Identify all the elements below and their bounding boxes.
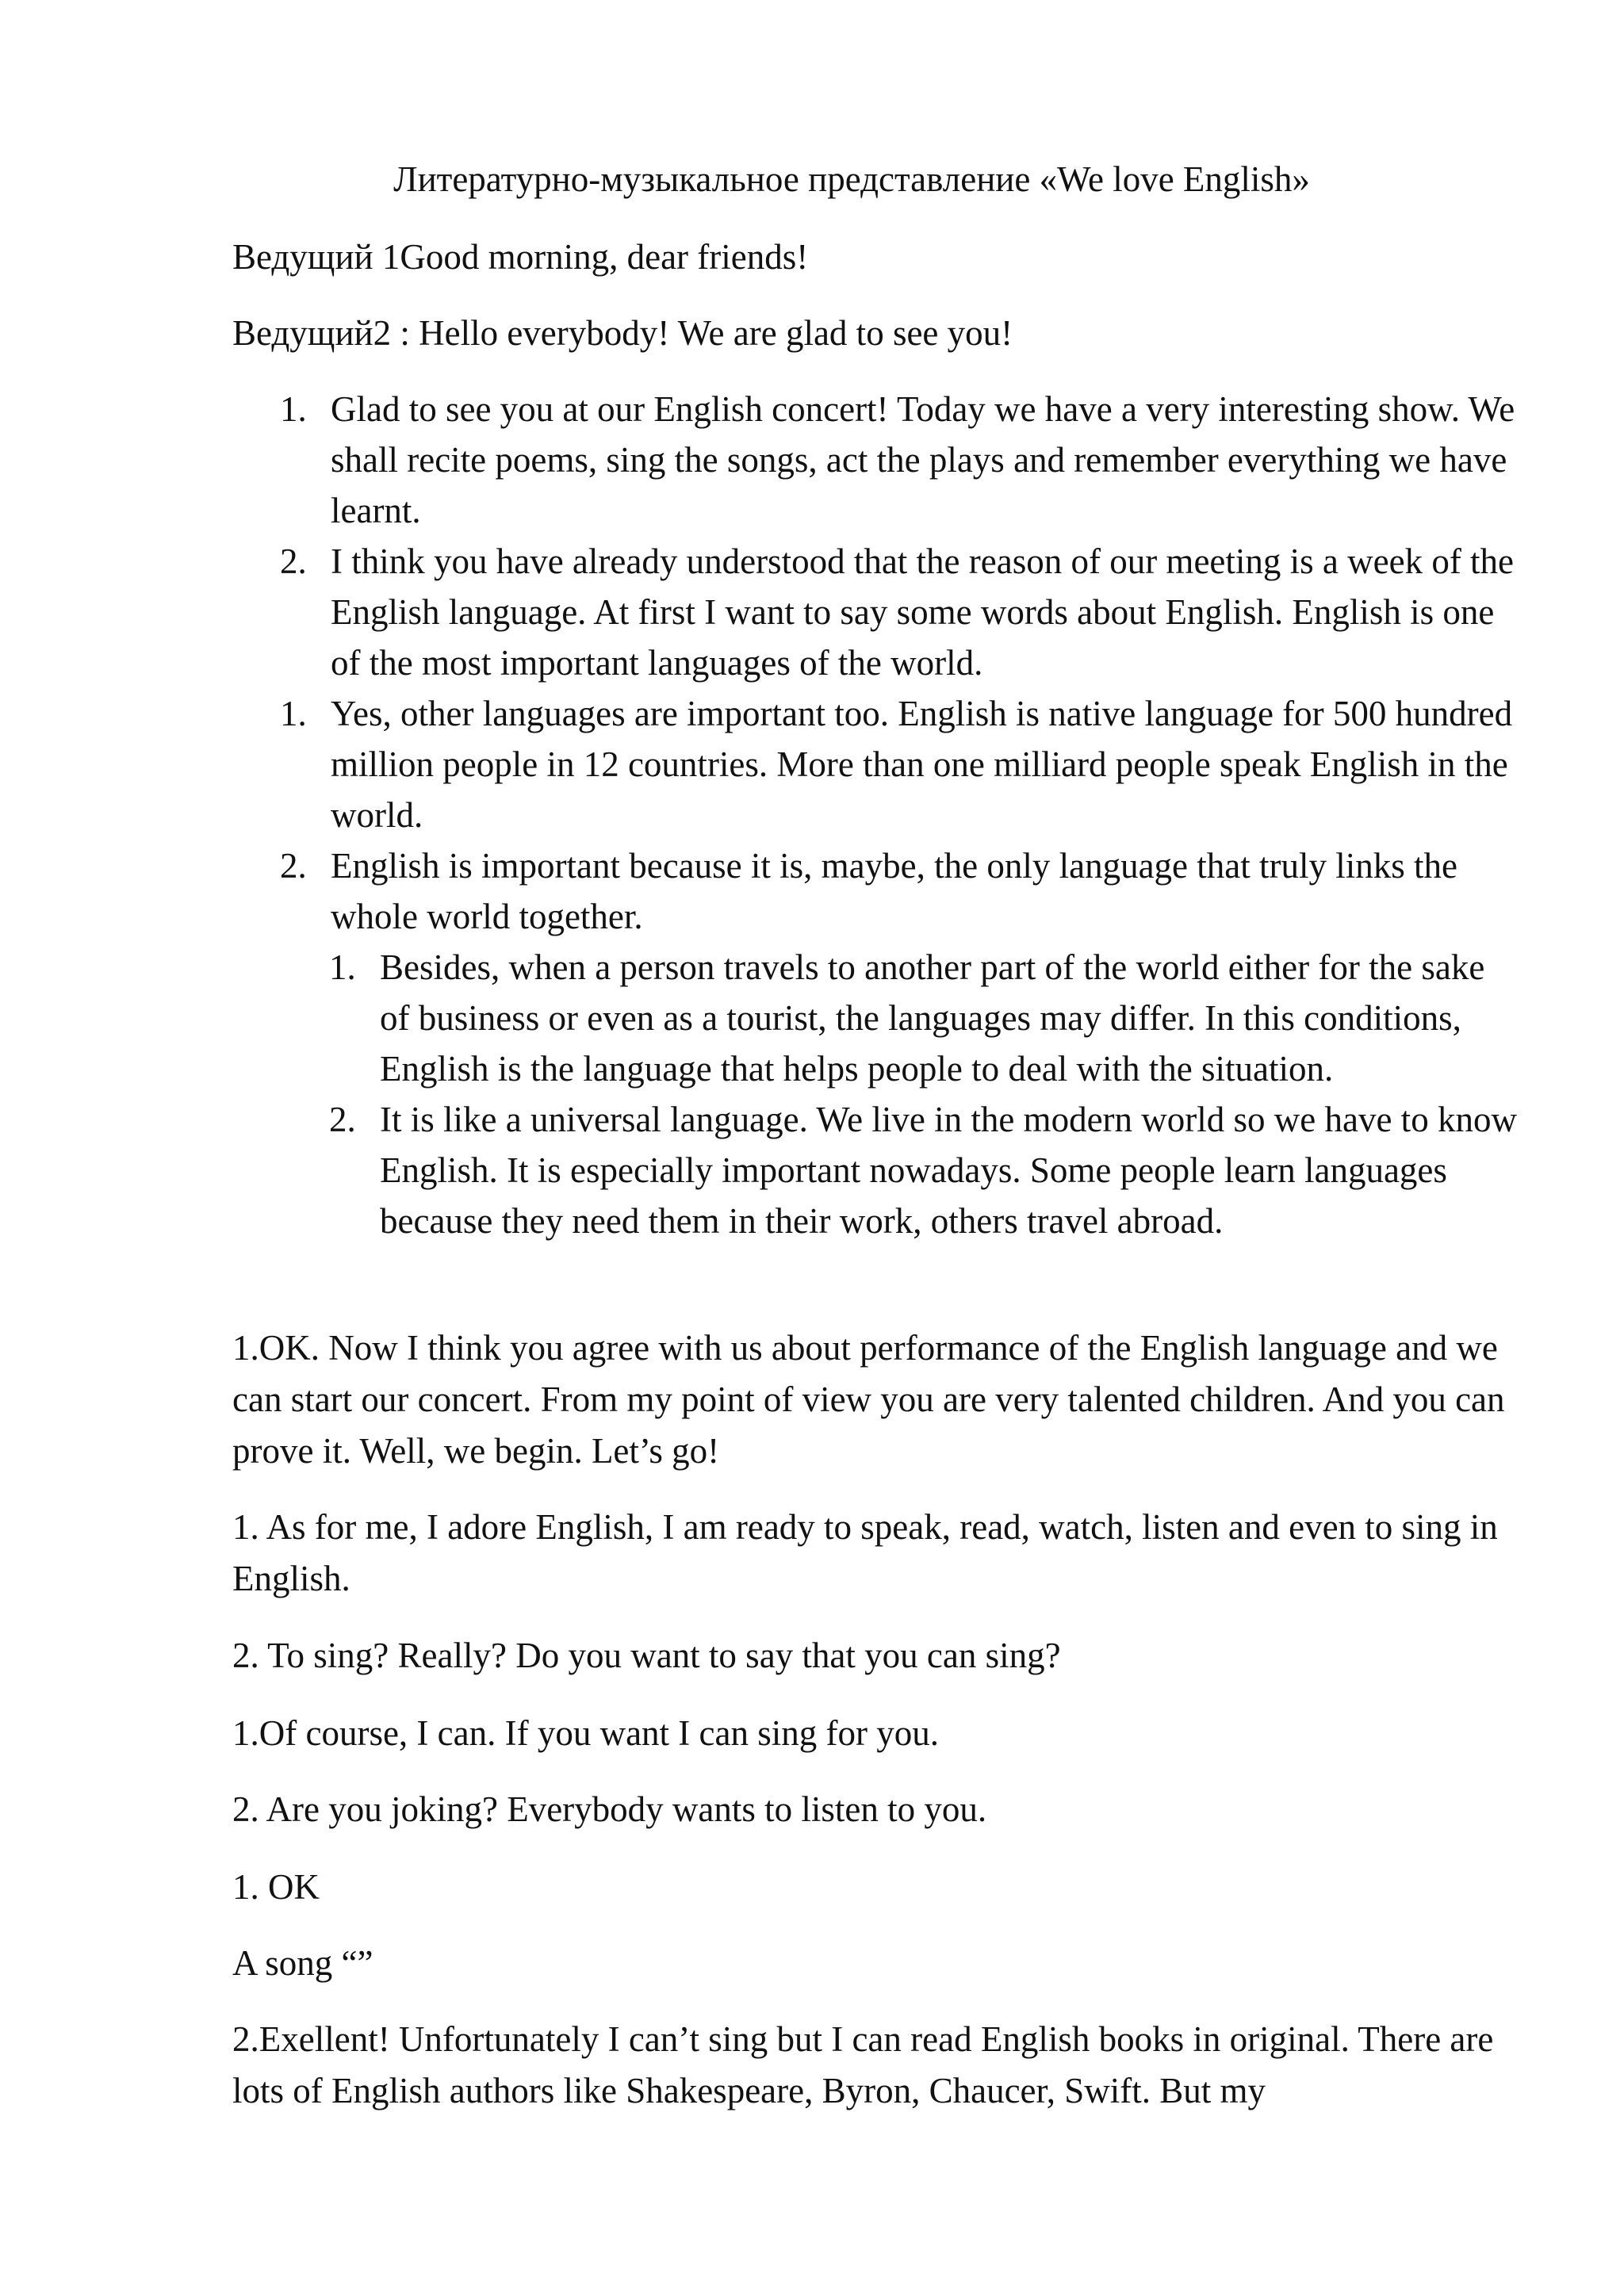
dialogue-paragraph: 1.Of course, I can. If you want I can sing for you. — [232, 1713, 939, 1753]
dialogue-paragraph: 1. OK — [232, 1867, 320, 1907]
list-item-text: English is important because it is, maybe, the only language that truly links the whole world together. — [331, 846, 1457, 936]
list-item-number: 1. — [329, 947, 356, 987]
list-item — [232, 1094, 1517, 1246]
dialogue-paragraph: 2. Are you joking? Everybody wants to listen to you. — [232, 1789, 987, 1829]
list-item-text: It is like a universal language. We live in the modern world so we have to know English. It is especially important nowadays. Some people learn languages because they need them in their work, others travel abroad. — [380, 1100, 1517, 1241]
dialogue-paragraph: 1. As for me, I adore English, I am ready to speak, read, watch, listen and even to sing in English. — [232, 1507, 1498, 1598]
dialogue-paragraph: 2.Exellent! Unfortunately I can’t sing but I can read English books in original. There are lots of English authors like Shakespeare, Byron, Chaucer, Swift. But my — [232, 2019, 1494, 2110]
list-item — [232, 688, 1517, 840]
list-item-number: 1. — [280, 389, 307, 429]
list-item — [232, 536, 1517, 688]
dialogue-paragraph: 2. To sing? Really? Do you want to say that you can sing? — [232, 1636, 1061, 1675]
list-item — [232, 942, 1517, 1094]
list-item-text: I think you have already understood that the reason of our meeting is a week of the English language. At first I want to say some words about English. English is one of the most important languages of the world. — [331, 541, 1515, 683]
list-item-text: Glad to see you at our English concert! Today we have a very interesting show. We shall recite poems, sing the songs, act the plays and remember everything we have learnt. — [331, 389, 1515, 530]
dialogue-paragraph: 1.OK. Now I think you agree with us about performance of the English language and we can start our concert. From my point of view you are very talented children. And you can prove it. Well, we begin. Let’s go! — [232, 1328, 1505, 1471]
dialogue-paragraph: A song “” — [232, 1943, 373, 1983]
numbered-list-level1 — [232, 384, 1517, 942]
list-item-number: 2. — [329, 1100, 356, 1139]
document-title: Литературно-музыкальное представление «We love English» — [393, 159, 1310, 199]
intro-line-host1: Ведущий 1Good morning, dear friends! — [232, 237, 809, 277]
list-item-number: 1. — [280, 694, 307, 733]
list-item-text: Yes, other languages are important too. English is native language for 500 hundred million people in 12 countries. More than one milliard people speak English in the world. — [331, 694, 1513, 835]
list-item — [232, 840, 1517, 942]
intro-line-host2: Ведущий2 : Hello everybody! We are glad to see you! — [232, 313, 1013, 353]
list-item-number: 2. — [280, 541, 307, 581]
list-item-number: 2. — [280, 846, 307, 886]
list-item — [232, 384, 1517, 536]
list-item-text: Besides, when a person travels to another part of the world either for the sake of business or even as a tourist, the languages may differ. In this conditions, English is the language that helps people to deal with the situation. — [380, 947, 1485, 1089]
numbered-list-level2 — [232, 942, 1517, 1246]
